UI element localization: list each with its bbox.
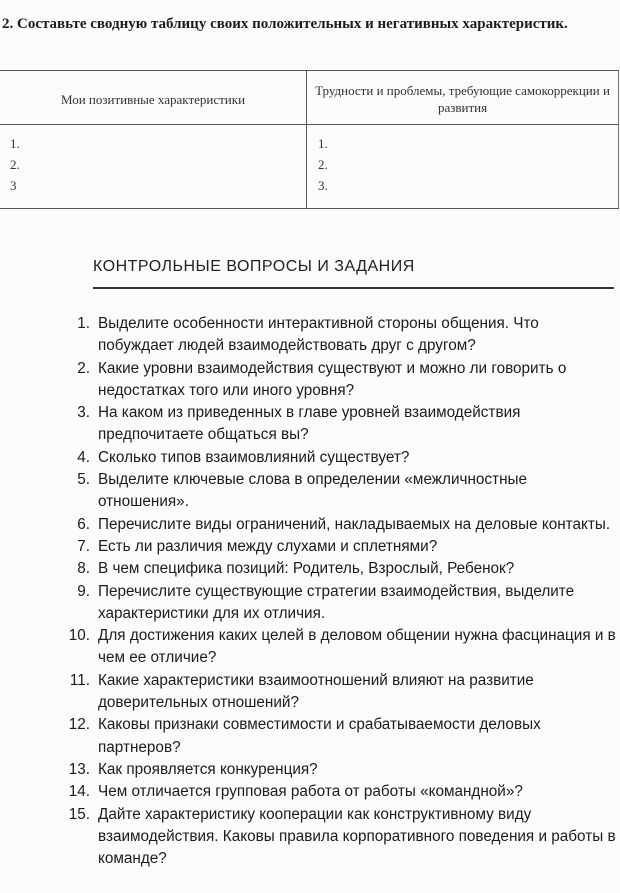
table-cell: 1. (318, 136, 328, 151)
list-item (52, 402, 617, 447)
list-item (52, 759, 617, 781)
question-number: 8. (77, 560, 90, 578)
question-text: На каком из приведенных в главе уровней взаимодействия предпочитаете общаться вы? (98, 404, 521, 444)
question-number: 4. (77, 448, 90, 466)
question-number: 7. (77, 537, 90, 555)
summary-table (0, 70, 619, 209)
section-heading: КОНТРОЛЬНЫЕ ВОПРОСЫ И ЗАДАНИЯ (93, 258, 415, 275)
table-cell: 2. (318, 157, 328, 172)
question-text: Выделите ключевые слова в определении «межличностные отношения». (98, 471, 528, 511)
question-text: Перечислите виды ограничений, накладываемых на деловые контакты. (98, 515, 611, 533)
list-item (52, 358, 617, 403)
list-item (52, 714, 617, 759)
question-number: 11. (69, 671, 90, 689)
heading-divider (93, 287, 614, 289)
table-cell: 1. (10, 136, 20, 151)
table-header-positive: Мои позитивные характеристики (60, 92, 246, 107)
table-col2-items (318, 133, 328, 196)
question-number: 14. (68, 783, 90, 801)
question-number: 5. (77, 471, 90, 489)
question-number: 9. (77, 582, 90, 600)
table-header-problems: Трудности и проблемы, требующие самокоррекции и развития (315, 83, 610, 115)
question-number: 6. (77, 515, 90, 533)
question-text: Дайте характеристику кооперации как конструктивному виду взаимодействия. Каковы правила корпоративного поведения и работы в команде? (98, 805, 616, 868)
question-text: Есть ли различия между слухами и сплетнями? (98, 537, 438, 555)
list-item (52, 558, 617, 580)
table-cell: 3 (10, 178, 17, 193)
list-item (52, 536, 617, 558)
list-item (52, 625, 617, 670)
table-header-divider (0, 124, 619, 125)
question-number: 13. (68, 760, 90, 778)
list-item (52, 313, 617, 358)
questions-list (52, 313, 617, 870)
list-item (52, 804, 617, 871)
list-item (52, 514, 617, 536)
question-text: Каковы признаки совместимости и срабатываемости деловых партнеров? (98, 716, 541, 756)
question-text: Для достижения каких целей в деловом общении нужна фасцинация и в чем ее отличие? (98, 627, 616, 667)
question-number: 15. (68, 805, 90, 823)
question-number: 2. (77, 359, 90, 377)
table-cell: 3. (318, 178, 328, 193)
question-number: 10. (68, 627, 90, 645)
list-item (52, 469, 617, 514)
question-text: Какие уровни взаимодействия существуют и можно ли говорить о недостатках того или иного уровня? (98, 359, 567, 399)
question-text: Перечислите существующие стратегии взаимодействия, выделите характеристики для их отличия. (98, 582, 575, 622)
task-text: 2. Составьте сводную таблицу своих положительных и негативных характеристик. (2, 16, 568, 32)
question-text: Как проявляется конкуренция? (98, 760, 318, 778)
question-number: 12. (68, 716, 90, 734)
question-text: Какие характеристики взаимоотношений влияют на развитие доверительных отношений? (98, 671, 534, 712)
list-item (52, 781, 617, 803)
list-item (52, 670, 617, 715)
question-text: Чем отличается групповая работа от работы «командной»? (98, 783, 523, 801)
list-item (52, 581, 617, 626)
question-text: Выделите особенности интерактивной стороны общения. Что побуждает людей взаимодействовать друг с другом? (98, 315, 539, 355)
question-text: В чем специфика позиций: Родитель, Взрослый, Ребенок? (98, 560, 515, 578)
table-cell: 2. (10, 157, 20, 172)
question-number: 3. (77, 404, 90, 422)
question-text: Сколько типов взаимовлияний существует? (98, 448, 410, 466)
list-item (52, 447, 617, 469)
question-number: 1. (77, 315, 90, 332)
table-col1-items (10, 133, 20, 196)
